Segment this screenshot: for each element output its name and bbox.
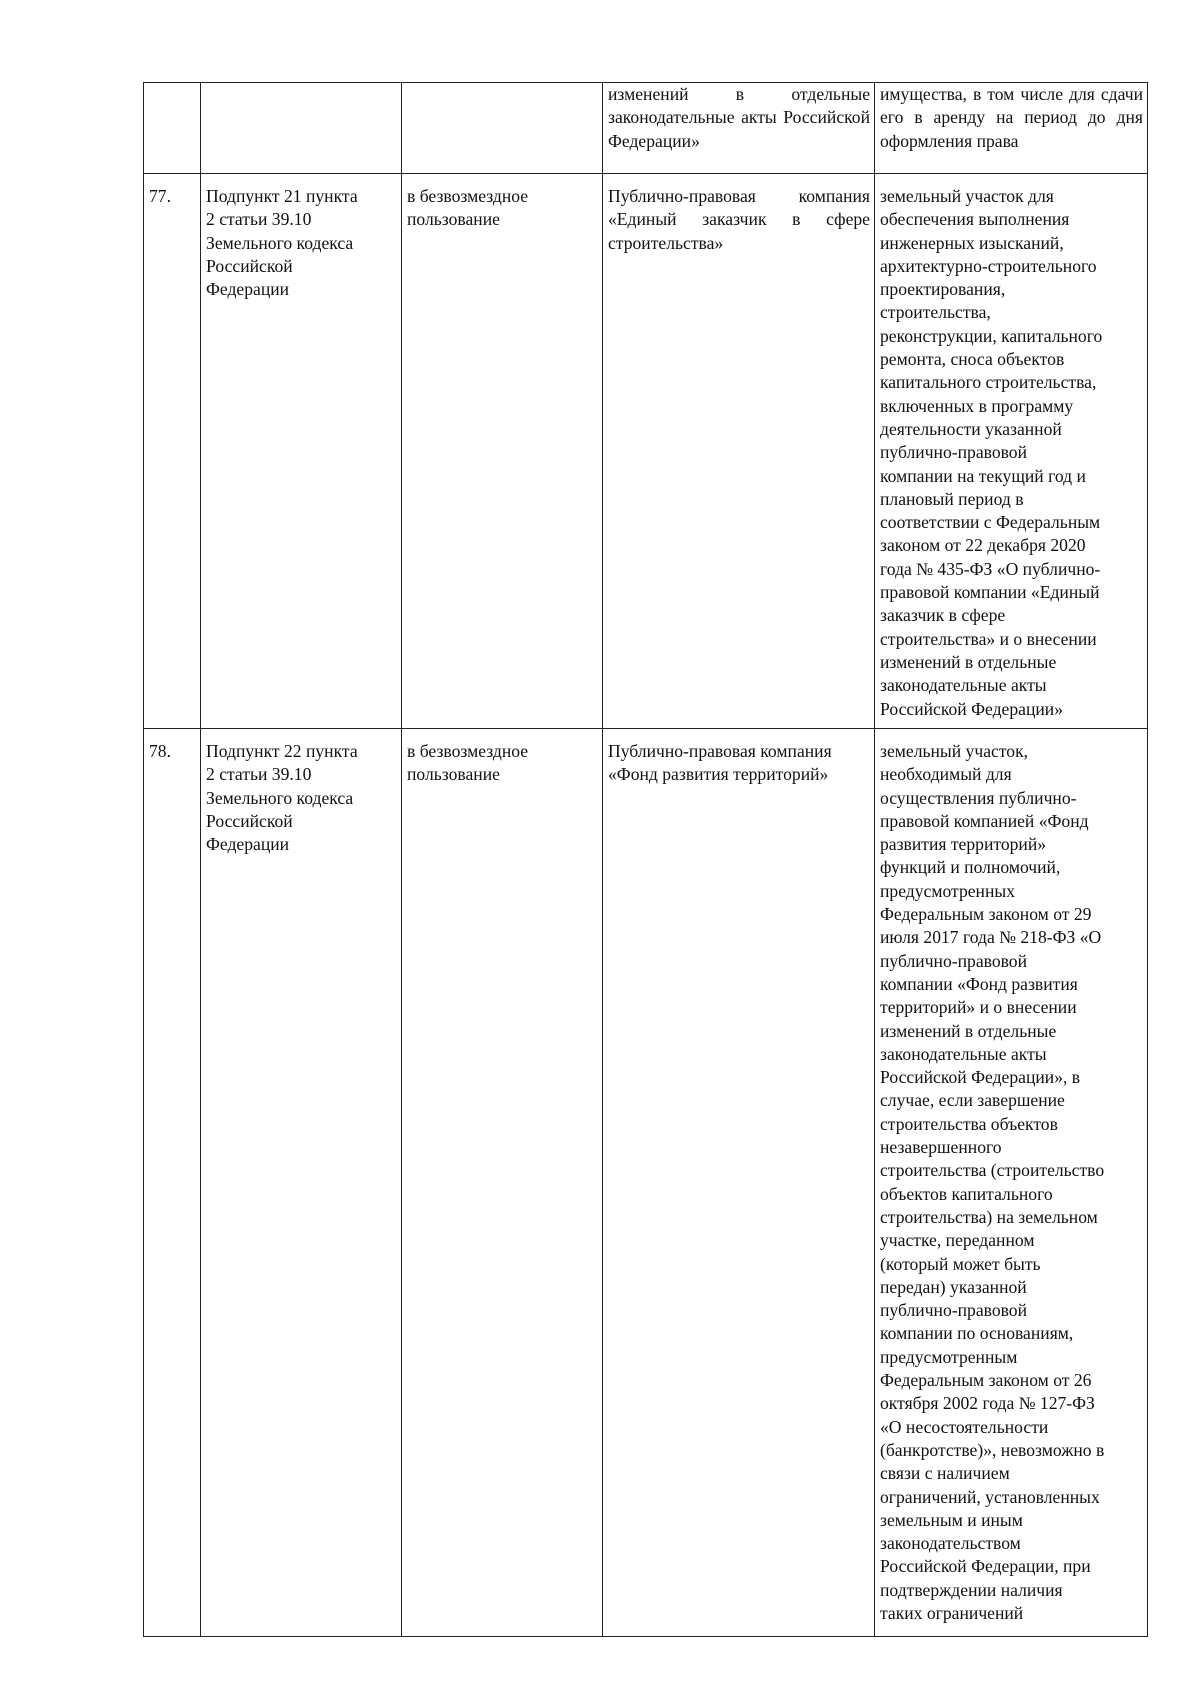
entity-cell: изменений в отдельные законодательные акты Российской Федерации»	[603, 83, 875, 174]
legal-basis-cell: Подпункт 22 пункта 2 статьи 39.10 Земельного кодекса Российской Федерации	[201, 729, 402, 1637]
legal-basis-cell	[201, 83, 402, 174]
purpose-cell: земельный участок, необходимый для осуществления публично- правовой компанией «Фонд развития территорий» функций и полномочий, предусмотренных Федеральным законом от 29 июля 2017 года № 218-ФЗ «О публично-правовой компании «Фонд развития территорий» и о внесении изменений в отдельные законодательные акты Российской Федерации», в случае, если завершение строительства объектов незавершенного строительства (строительство объектов капитального строительства) на земельном участке, переданном (который может быть передан) указанной публично-правовой компании по основаниям, предусмотренным Федеральным законом от 26 октября 2002 года № 127-ФЗ «О несостоятельности (банкротстве)», невозможно в связи с наличием ограничений, установленных земельным и иным законодательством Российской Федерации, при подтверждении наличия таких ограничений	[875, 729, 1148, 1637]
row-number-cell: 77.	[144, 174, 201, 729]
document-table	[143, 82, 1148, 1637]
purpose-cell: имущества, в том числе для сдачи его в аренду на период до дня оформления права	[875, 83, 1148, 174]
right-type-cell: в безвозмездное пользование	[402, 174, 603, 729]
row-number-cell	[144, 83, 201, 174]
table-row-77	[144, 174, 1148, 729]
right-type-cell	[402, 83, 603, 174]
row-number-cell: 78.	[144, 729, 201, 1637]
right-type-cell: в безвозмездное пользование	[402, 729, 603, 1637]
purpose-cell: земельный участок для обеспечения выполнения инженерных изысканий, архитектурно-строительного проектирования, строительства, реконструкции, капитального ремонта, сноса объектов капитального строительства, включенных в программу деятельности указанной публично-правовой компании на текущий год и плановый период в соответствии с Федеральным законом от 22 декабря 2020 года № 435-ФЗ «О публично- правовой компании «Единый заказчик в сфере строительства» и о внесении изменений в отдельные законодательные акты Российской Федерации»	[875, 174, 1148, 729]
table-row-continuation	[144, 83, 1148, 174]
table-row-78	[144, 729, 1148, 1637]
entity-cell: Публично-правовая компания «Фонд развития территорий»	[603, 729, 875, 1637]
legal-basis-cell: Подпункт 21 пункта 2 статьи 39.10 Земельного кодекса Российской Федерации	[201, 174, 402, 729]
entity-cell: Публично-правовая компания «Единый заказчик в сфере строительства»	[603, 174, 875, 729]
